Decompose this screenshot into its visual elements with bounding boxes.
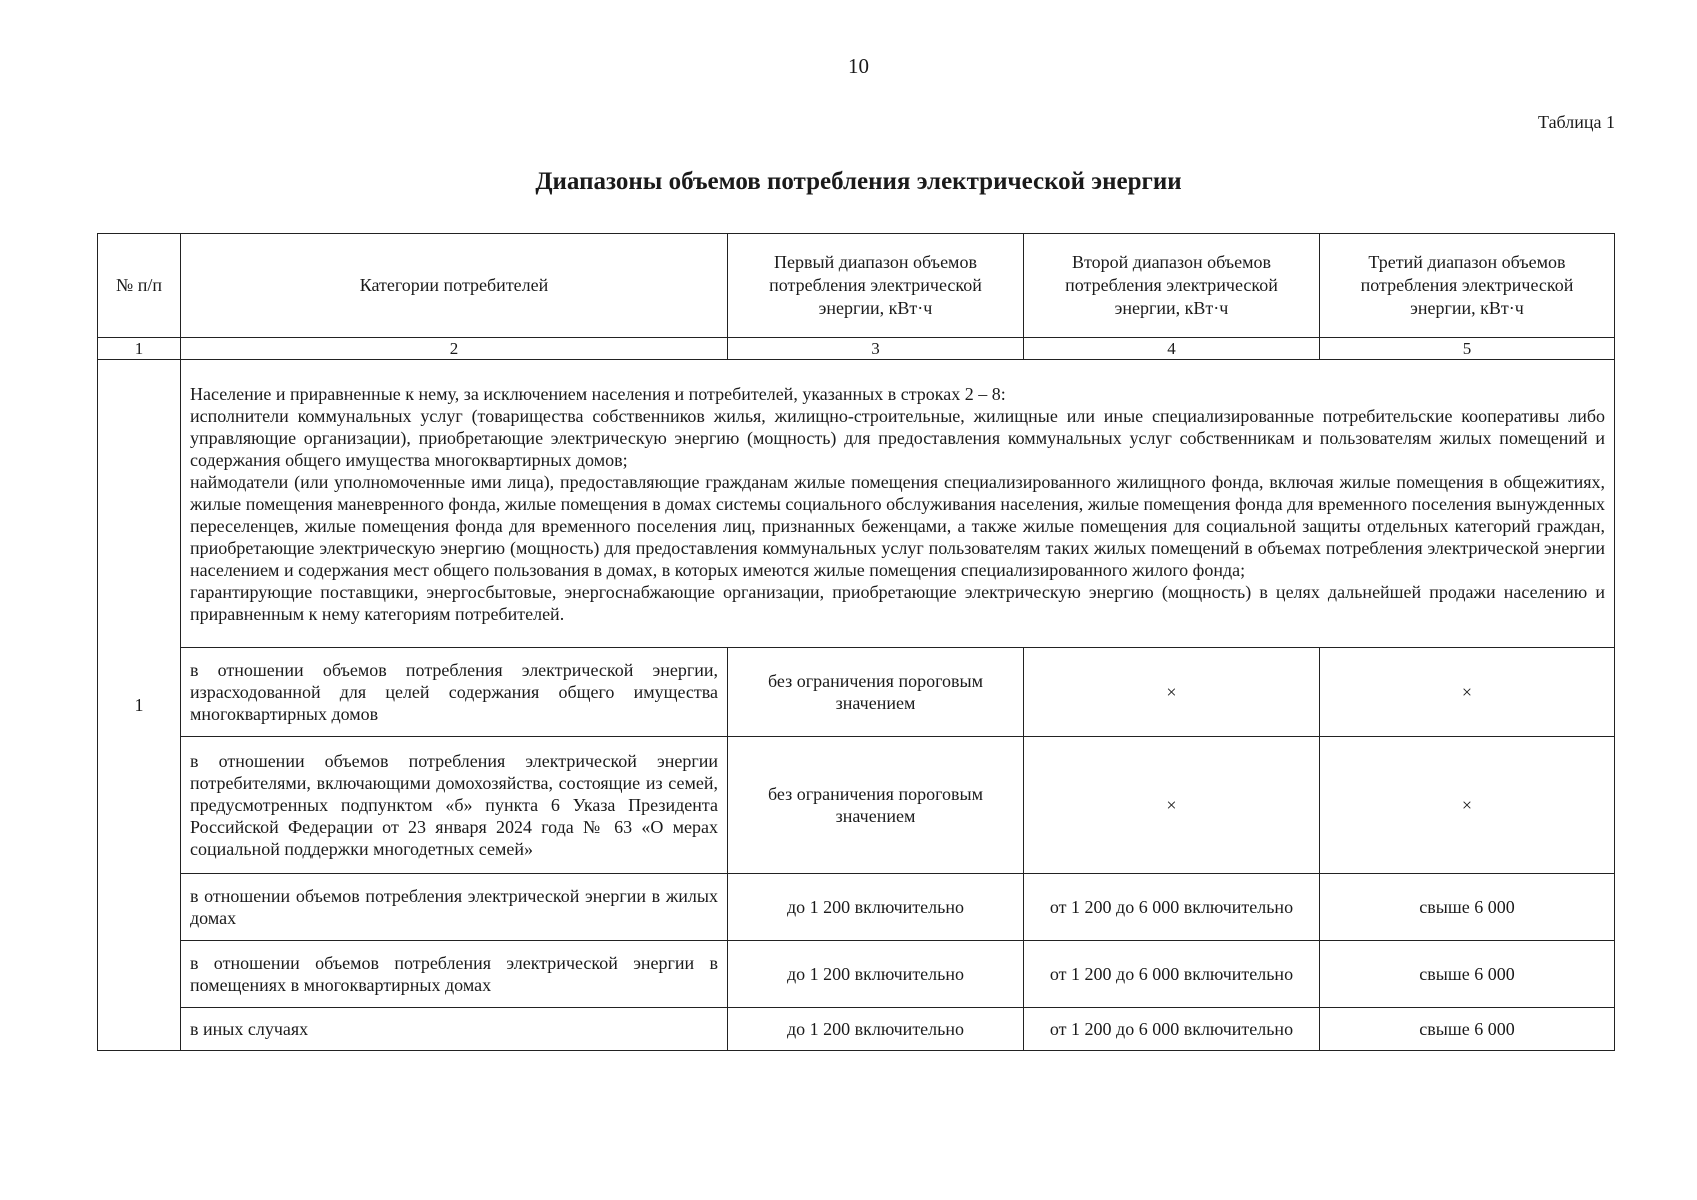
third-range-cell: × xyxy=(1320,648,1615,737)
header-third-range: Третий диапазон объемов потребления электрической энергии, кВт·ч xyxy=(1320,234,1615,338)
description-row xyxy=(98,360,1615,648)
header-first-range: Первый диапазон объемов потребления электрической энергии, кВт·ч xyxy=(728,234,1024,338)
category-cell: в иных случаях xyxy=(181,1008,728,1051)
description-paragraph: гарантирующие поставщики, энергосбытовые, энергоснабжающие организации, приобретающие электрическую энергию (мощность) в целях дальнейшей продажи населению и приравненным к нему категориям потребителей. xyxy=(190,581,1605,624)
table-row xyxy=(98,1008,1615,1051)
second-range-cell: от 1 200 до 6 000 включительно xyxy=(1024,1008,1320,1051)
table-row xyxy=(98,874,1615,941)
second-range-cell: от 1 200 до 6 000 включительно xyxy=(1024,874,1320,941)
category-cell: в отношении объемов потребления электрической энергии потребителями, включающими домохозяйства, состоящие из семей, предусмотренных подпунктом «б» пункта 6 Указа Президента Российской Федерации от 23 января 2024 года № 63 «О мерах социальной поддержки многодетных семей» xyxy=(181,737,728,874)
header-second-range: Второй диапазон объемов потребления электрической энергии, кВт·ч xyxy=(1024,234,1320,338)
first-range-cell: без ограничения пороговым значением xyxy=(728,737,1024,874)
first-range-cell: до 1 200 включительно xyxy=(728,874,1024,941)
category-cell: в отношении объемов потребления электрической энергии в жилых домах xyxy=(181,874,728,941)
table-row xyxy=(98,737,1615,874)
first-range-cell: до 1 200 включительно xyxy=(728,1008,1024,1051)
column-number: 3 xyxy=(728,338,1024,360)
category-cell: в отношении объемов потребления электрической энергии, израсходованной для целей содержания общего имущества многоквартирных домов xyxy=(181,648,728,737)
table-label: Таблица 1 xyxy=(1538,112,1615,132)
header-consumer-category: Категории потребителей xyxy=(181,234,728,338)
row-number: 1 xyxy=(98,360,181,1051)
third-range-cell: свыше 6 000 xyxy=(1320,874,1615,941)
second-range-cell: × xyxy=(1024,737,1320,874)
document-title: Диапазоны объемов потребления электрической энергии xyxy=(535,168,1182,195)
third-range-cell: × xyxy=(1320,737,1615,874)
third-range-cell: свыше 6 000 xyxy=(1320,1008,1615,1051)
description-paragraph: Население и приравненные к нему, за исключением населения и потребителей, указанных в строках 2 – 8: xyxy=(190,383,1006,404)
first-range-cell: до 1 200 включительно xyxy=(728,941,1024,1008)
column-number: 2 xyxy=(181,338,728,360)
description-paragraph: наймодатели (или уполномоченные ими лица), предоставляющие гражданам жилые помещения специализированного жилищного фонда, включая жилые помещения в общежитиях, жилые помещения маневренного фонда, жилые помещения в домах системы социального обслуживания населения, жилые помещения фонда для временного поселения вынужденных переселенцев, жилые помещения фонда для временного поселения лиц, признанных беженцами, а также жилые помещения для социальной защиты отдельных категорий граждан, приобретающие электрическую энергию (мощность) для предоставления коммунальных услуг пользователям таких жилых помещений в объемах потребления электрической энергии населением и содержания мест общего пользования в домах, в которых имеются жилые помещения специализированного жилого фонда; xyxy=(190,471,1605,580)
description-paragraph: исполнители коммунальных услуг (товарищества собственников жилья, жилищно-строительные, жилищные или иные специализированные потребительские кооперативы либо управляющие организации), приобретающие электрическую энергию (мощность) для предоставления коммунальных услуг собственникам и пользователям жилых помещений и содержания общего имущества многоквартирных домов; xyxy=(190,405,1605,470)
category-description xyxy=(181,360,1615,648)
column-number: 1 xyxy=(98,338,181,360)
third-range-cell: свыше 6 000 xyxy=(1320,941,1615,1008)
consumption-ranges-table xyxy=(97,233,1615,1051)
table-row xyxy=(98,941,1615,1008)
table-header-row xyxy=(98,234,1615,338)
page-number: 10 xyxy=(848,54,869,78)
category-cell: в отношении объемов потребления электрической энергии в помещениях в многоквартирных домах xyxy=(181,941,728,1008)
table-row xyxy=(98,648,1615,737)
header-row-number: № п/п xyxy=(98,234,181,338)
column-number: 4 xyxy=(1024,338,1320,360)
column-number: 5 xyxy=(1320,338,1615,360)
second-range-cell: от 1 200 до 6 000 включительно xyxy=(1024,941,1320,1008)
second-range-cell: × xyxy=(1024,648,1320,737)
first-range-cell: без ограничения пороговым значением xyxy=(728,648,1024,737)
column-number-row xyxy=(98,338,1615,360)
